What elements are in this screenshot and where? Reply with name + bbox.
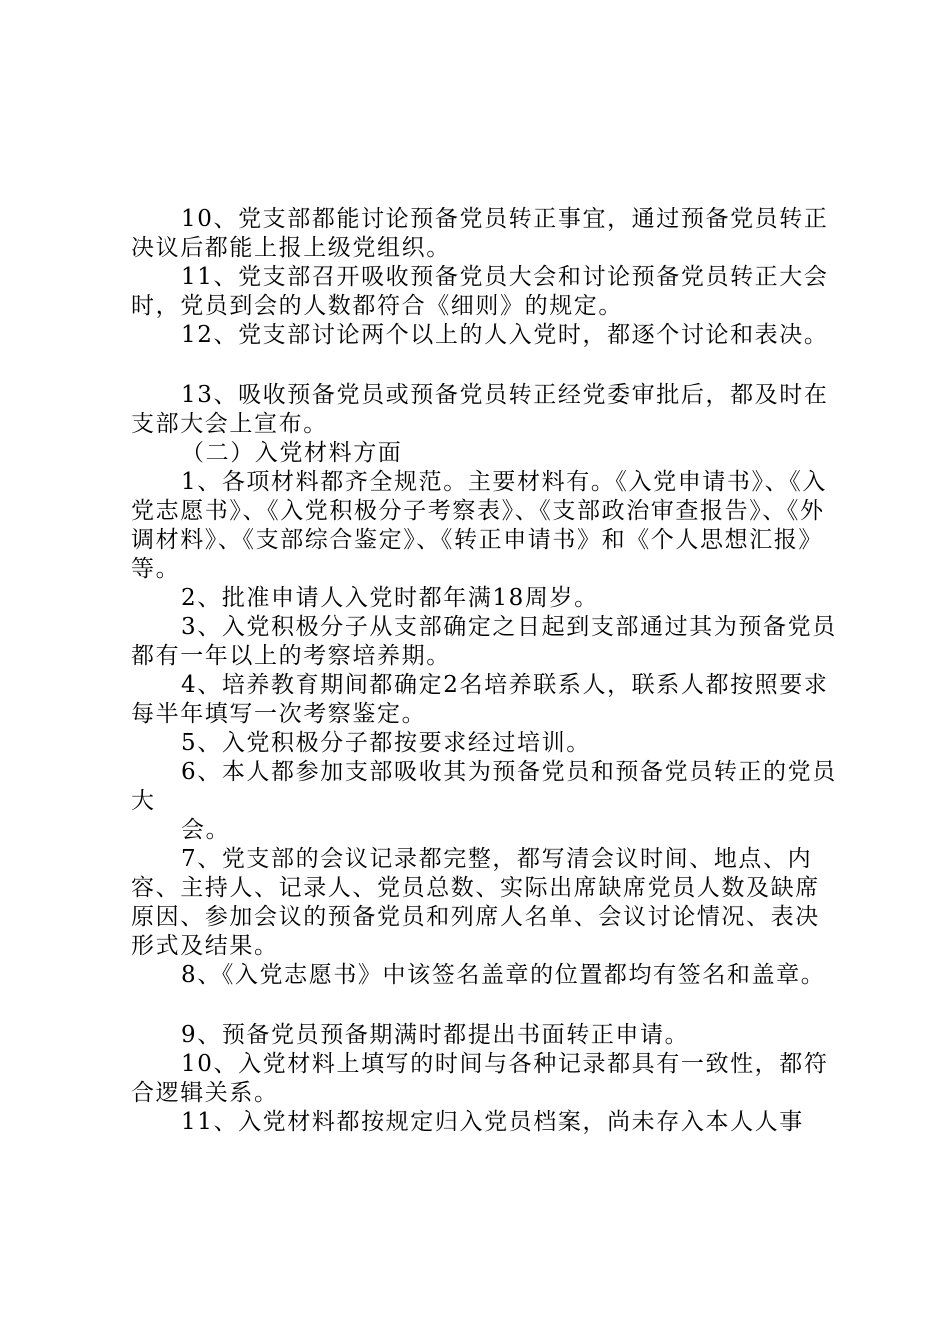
paragraph-11: 7、党支部的会议记录都完整，都写清会议时间、地点、内容、主持人、记录人、党员总数、实际出席缺席党员人数及缺席原因、参加会议的预备党员和列席人名单、会议讨论情况、表决形式及结果。: [131, 846, 820, 959]
paragraph-8: 4、培养教育期间都确定2名培养联系人，联系人都按照要求每半年填写一次考察鉴定。: [131, 672, 829, 727]
document-body: [131, 205, 843, 1137]
paragraph-gap: [131, 350, 843, 381]
paragraph-6: 2、批准申请人入党时都年满18周岁。: [181, 585, 599, 611]
paragraph-9: 5、入党积极分子都按要求经过培训。: [181, 730, 591, 756]
paragraph-2: 11、党支部召开吸收预备党员大会和讨论预备党员转正大会时，党员到会的人数都符合《细则》的规定。: [131, 264, 829, 319]
paragraph-3: 12、党支部讨论两个以上的人入党时，都逐个讨论和表决。: [181, 322, 829, 348]
paragraph-13: 9、预备党员预备期满时都提出书面转正申请。: [181, 1022, 690, 1048]
paragraph-7: 3、入党积极分子从支部确定之日起到支部通过其为预备党员都有一年以上的考察培养期。: [131, 614, 837, 669]
paragraph-5: 1、各项材料都齐全规范。主要材料有。《入党申请书》、《入党志愿书》、《入党积极分子考察表》、《支部政治审查报告》、《外调材料》、《支部综合鉴定》、《转正申请书》和《个人思想汇报》等。: [131, 469, 827, 582]
paragraph-14: 10、入党材料上填写的时间与各种记录都具有一致性，都符合逻辑关系。: [131, 1051, 829, 1106]
paragraph-gap: [131, 990, 843, 1021]
paragraph-15: 11、入党材料都按规定归入党员档案，尚未存入本人人事: [181, 1109, 804, 1135]
paragraph-1: 10、党支部都能讨论预备党员转正事宜，通过预备党员转正决议后都能上报上级党组织。: [131, 206, 829, 261]
paragraph-10: 6、本人都参加支部吸收其为预备党员和预备党员转正的党员大: [131, 759, 837, 814]
section-heading: （二）入党材料方面: [181, 440, 403, 466]
paragraph-10-continued: 会。: [181, 817, 231, 843]
paragraph-12: 8、《入党志愿书》中该签名盖章的位置都均有签名和盖章。: [181, 962, 826, 988]
paragraph-4: 13、吸收预备党员或预备党员转正经党委审批后，都及时在支部大会上宣布。: [131, 382, 829, 437]
